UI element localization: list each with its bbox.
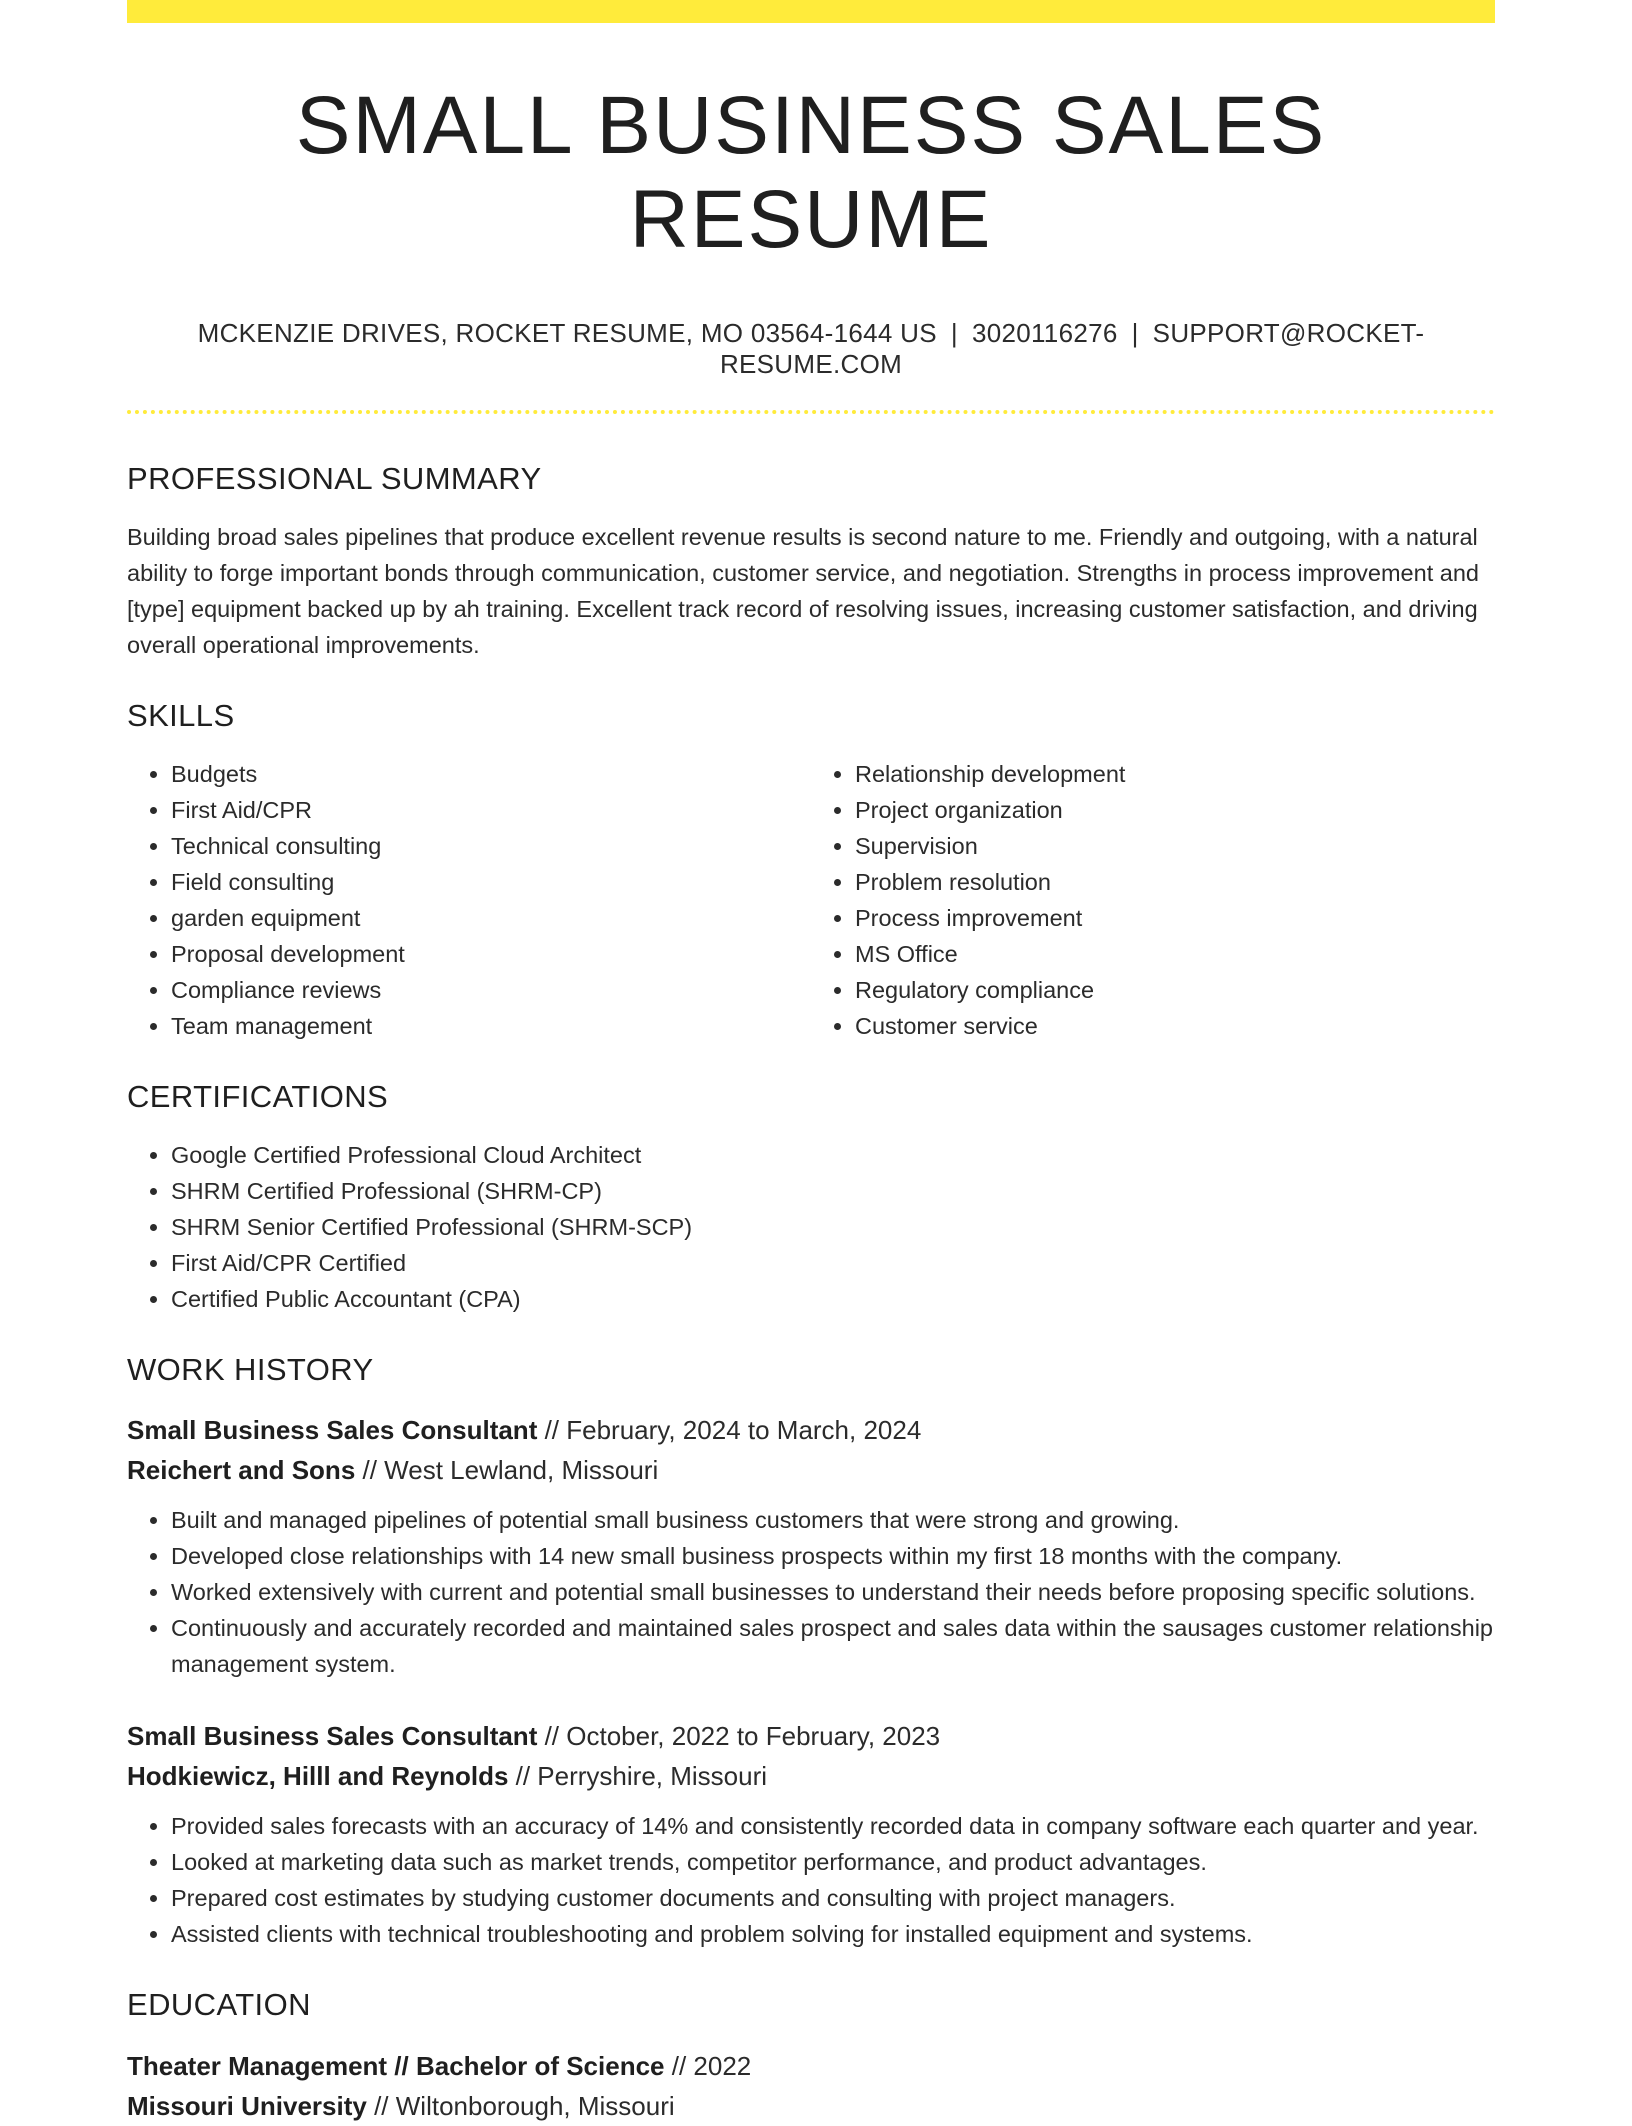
list-item: • Process improvement: [855, 900, 1495, 936]
education-section: [127, 1986, 1495, 2125]
list-item: • MS Office: [855, 936, 1495, 972]
list-item: • Project organization: [855, 792, 1495, 828]
contact-phone: 3020116276: [971, 317, 1118, 348]
dotted-divider: [127, 410, 1495, 414]
top-accent-bar: [127, 0, 1495, 23]
skills-section: [127, 697, 1495, 1044]
list-item: • Regulatory compliance: [855, 972, 1495, 1008]
education-entry: [127, 2046, 1495, 2126]
job-dates: // February, 2024 to March, 2024: [537, 1415, 922, 1446]
certifications-list: [127, 1137, 1495, 1317]
job-location: // Perryshire, Missouri: [508, 1761, 768, 1792]
job-bullets: [127, 1808, 1495, 1952]
list-item: • Problem resolution: [855, 864, 1495, 900]
job-company-line: [127, 1450, 1495, 1490]
list-item: • First Aid/CPR: [171, 792, 811, 828]
skills-columns: [127, 756, 1495, 1044]
skills-heading: SKILLS: [127, 697, 235, 733]
contact-separator: |: [1131, 317, 1139, 348]
job-title-line: [127, 1716, 1495, 1756]
list-item: • Worked extensively with current and potential small businesses to understand their needs before proposing specific solutions.: [171, 1574, 1495, 1610]
school-name: Missouri University: [127, 2090, 367, 2121]
list-item: • Field consulting: [171, 864, 811, 900]
list-item: • Assisted clients with technical troubleshooting and problem solving for installed equipment and systems.: [171, 1916, 1495, 1952]
degree: Theater Management // Bachelor of Science: [127, 2050, 665, 2081]
job-company: Reichert and Sons: [127, 1455, 356, 1486]
list-item: • Provided sales forecasts with an accuracy of 14% and consistently recorded data in company software each quarter and year.: [171, 1808, 1495, 1844]
summary-section: [127, 460, 1495, 663]
contact-email: SUPPORT@ROCKET-RESUME.COM: [719, 317, 1425, 379]
job-title: Small Business Sales Consultant: [127, 1721, 538, 1752]
list-item: • Compliance reviews: [171, 972, 811, 1008]
list-item: • Proposal development: [171, 936, 811, 972]
job-company-line: [127, 1756, 1495, 1796]
list-item: • Developed close relationships with 14 new small business prospects within my first 18 months with the company.: [171, 1538, 1495, 1574]
job-bullets: [127, 1502, 1495, 1682]
list-item: • Google Certified Professional Cloud Architect: [171, 1137, 1495, 1173]
work-history-section: [127, 1351, 1495, 1952]
list-item: • Relationship development: [855, 756, 1495, 792]
list-item: • Built and managed pipelines of potential small business customers that were strong and growing.: [171, 1502, 1495, 1538]
list-item: • Customer service: [855, 1008, 1495, 1044]
list-item: • Team management: [171, 1008, 811, 1044]
list-item: • SHRM Certified Professional (SHRM-CP): [171, 1173, 1495, 1209]
certifications-section: [127, 1078, 1495, 1317]
education-heading: EDUCATION: [127, 1987, 311, 2023]
list-item: • Prepared cost estimates by studying customer documents and consulting with project managers.: [171, 1880, 1495, 1916]
skills-list-left: [127, 756, 811, 1044]
job-title-line: [127, 1410, 1495, 1450]
list-item: • Continuously and accurately recorded and maintained sales prospect and sales data within the sausages customer relationship management system.: [171, 1610, 1495, 1682]
work-history-heading: WORK HISTORY: [127, 1352, 374, 1388]
school-line: [127, 2086, 1495, 2126]
school-location: // Wiltonborough, Missouri: [366, 2090, 675, 2121]
skills-list-right: [811, 756, 1495, 1044]
list-item: • Supervision: [855, 828, 1495, 864]
resume-title: SMALL BUSINESS SALES RESUME: [295, 80, 1327, 266]
graduation-year: // 2022: [664, 2050, 752, 2081]
list-item: • garden equipment: [171, 900, 811, 936]
job-company: Hodkiewicz, Hilll and Reynolds: [127, 1761, 509, 1792]
list-item: • Budgets: [171, 756, 811, 792]
list-item: • SHRM Senior Certified Professional (SHRM-SCP): [171, 1209, 1495, 1245]
contact-separator: |: [950, 317, 958, 348]
list-item: • Certified Public Accountant (CPA): [171, 1281, 1495, 1317]
list-item: • Looked at marketing data such as market trends, competitor performance, and product advantages.: [171, 1844, 1495, 1880]
resume-page: [127, 0, 1495, 2126]
list-item: • Technical consulting: [171, 828, 811, 864]
job-entry: [127, 1410, 1495, 1682]
job-dates: // October, 2022 to February, 2023: [537, 1721, 941, 1752]
list-item: • First Aid/CPR Certified: [171, 1245, 1495, 1281]
contact-line: [127, 318, 1495, 380]
job-entry: [127, 1716, 1495, 1952]
degree-line: [127, 2046, 1495, 2086]
certifications-heading: CERTIFICATIONS: [127, 1078, 389, 1114]
summary-text: Building broad sales pipelines that produce excellent revenue results is second nature to me. Friendly and outgoing, with a natural ability to forge important bonds through communication, customer service, and negotiation. Strengths in process improvement and [type] equipment backed up by ah training. Excellent track record of resolving issues, increasing customer satisfaction, and driving overall operational improvements.: [127, 523, 1479, 658]
job-location: // West Lewland, Missouri: [355, 1455, 659, 1486]
summary-heading: PROFESSIONAL SUMMARY: [127, 460, 542, 496]
contact-address: MCKENZIE DRIVES, ROCKET RESUME, MO 03564-1644 US: [197, 317, 937, 348]
job-title: Small Business Sales Consultant: [127, 1415, 538, 1446]
